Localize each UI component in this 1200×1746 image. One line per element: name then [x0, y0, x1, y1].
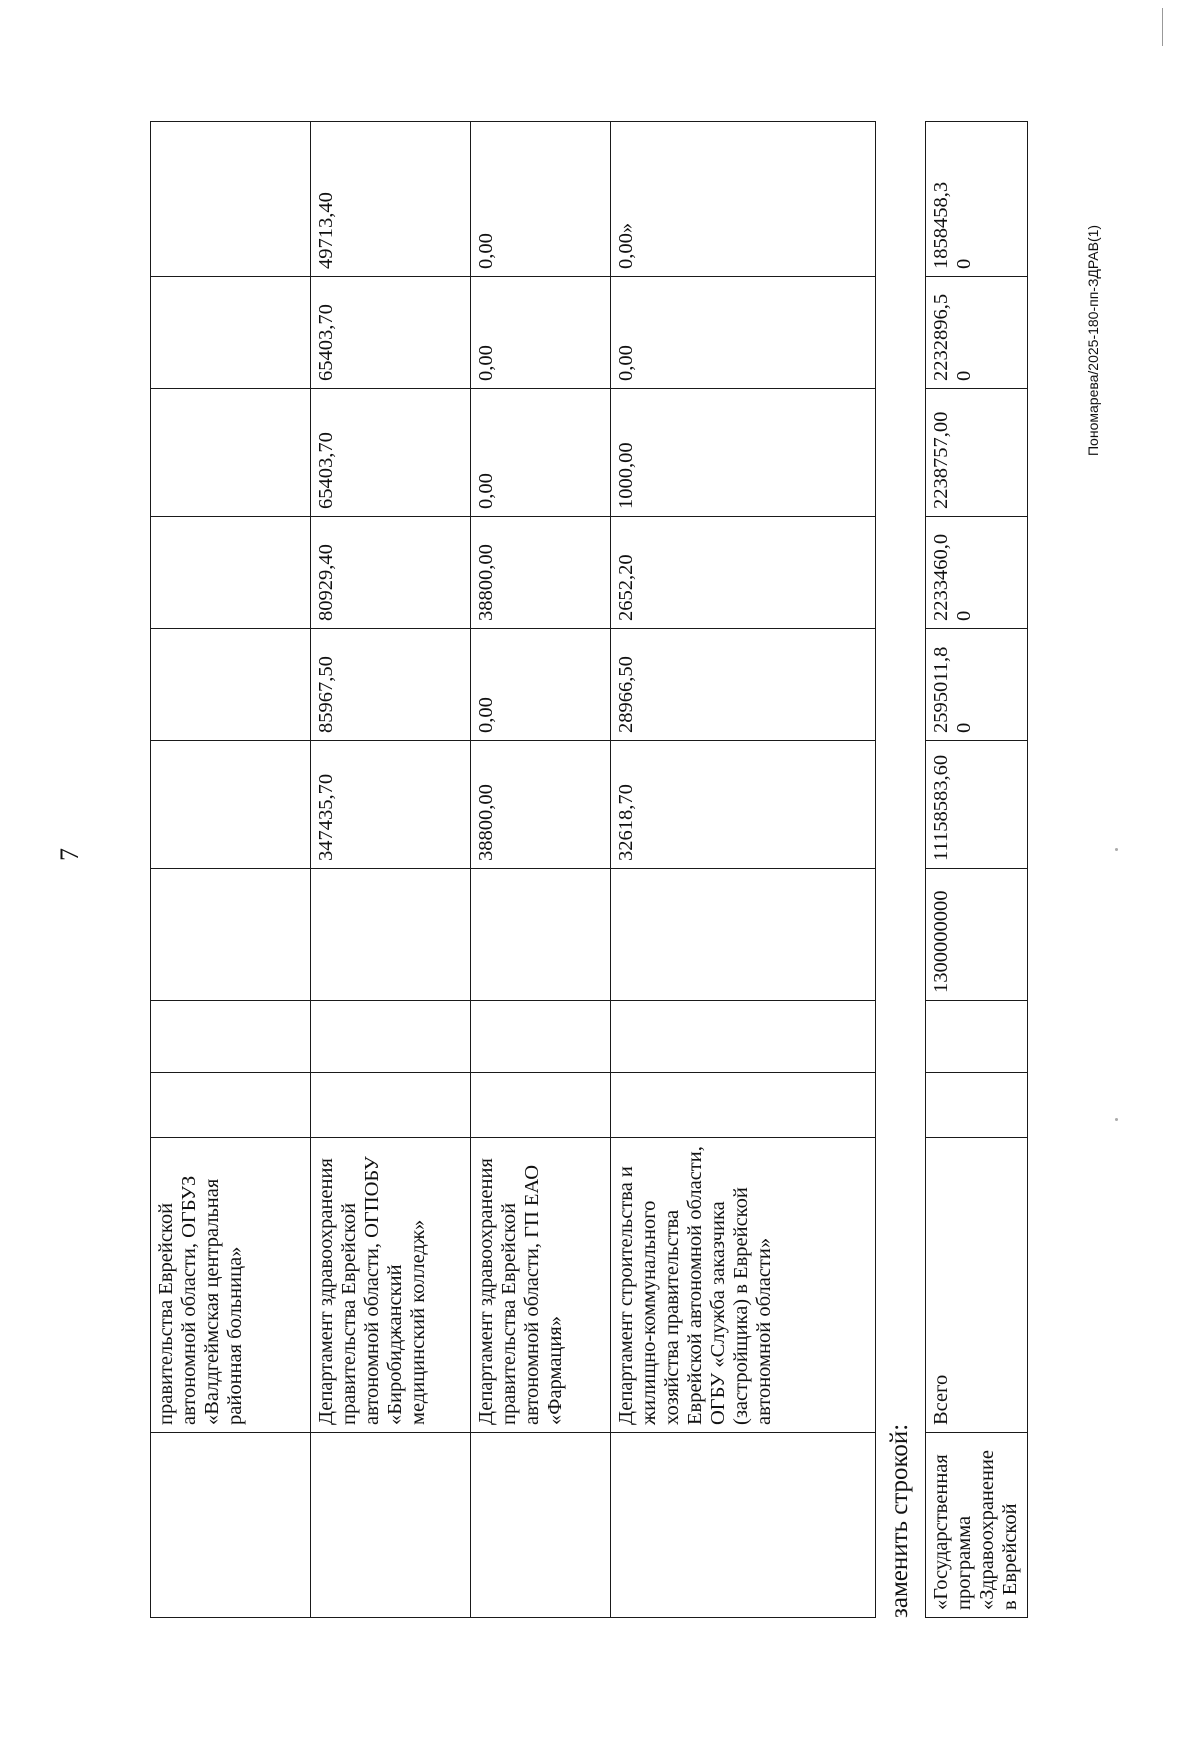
executor-cell: Департамент строительства и жилищно-коммунального хозяйства правительства Еврейской автономной области, ОГБУ «Служба заказчика (застройщика) в Еврейской автономной области» — [611, 1138, 876, 1433]
table-cell: 0,00 — [611, 277, 876, 389]
table-cell — [611, 869, 876, 1001]
table-cell — [471, 1001, 611, 1073]
table-cell — [471, 1073, 611, 1138]
table-cell: 28966,50 — [611, 629, 876, 741]
document-footer: Пономарева/2025-180-пп-ЗДРАВ(1) — [1085, 224, 1101, 456]
table-cell: 0,00 — [471, 389, 611, 517]
table-cell — [311, 1001, 471, 1073]
table-row — [311, 122, 471, 1618]
table-cell — [151, 869, 311, 1001]
replace-caption: заменить строкой: — [886, 1423, 913, 1618]
table-cell: 0,00 — [471, 629, 611, 741]
replacement-table — [925, 121, 1028, 1618]
table-cell — [311, 1073, 471, 1138]
table-cell: 65403,70 — [311, 389, 471, 517]
table-cell: 0,00 — [471, 122, 611, 277]
table-cell — [151, 122, 311, 277]
program-cell — [311, 1433, 471, 1618]
scan-dot — [1115, 1118, 1118, 1121]
table-cell — [926, 1073, 1028, 1138]
table-cell — [151, 629, 311, 741]
table-cell: 38800,00 — [471, 517, 611, 629]
executor-cell: Департамент здравоохранения правительства Еврейской автономной области, ГП ЕАО «Фармация» — [471, 1138, 611, 1433]
table-cell: 2652,20 — [611, 517, 876, 629]
program-table — [150, 121, 876, 1618]
table-cell: 1300000000 — [926, 869, 1028, 1001]
table-cell: 0,00 — [471, 277, 611, 389]
executor-cell: Всего — [926, 1138, 1028, 1433]
table-cell: 80929,40 — [311, 517, 471, 629]
table-row — [611, 122, 876, 1618]
program-cell — [471, 1433, 611, 1618]
table-cell — [471, 869, 611, 1001]
table-cell — [151, 741, 311, 869]
table-row — [471, 122, 611, 1618]
table-cell — [611, 1001, 876, 1073]
edge-mark — [1162, 8, 1163, 46]
table-cell: 2233460,0 0 — [926, 517, 1028, 629]
table-cell — [311, 869, 471, 1001]
executor-cell: Департамент здравоохранения правительства Еврейской автономной области, ОГПОБУ «Биробиджанский медицинский колледж» — [311, 1138, 471, 1433]
executor-cell: правительства Еврейской автономной области, ОГБУЗ «Валдгеймская центральная районная больница» — [151, 1138, 311, 1433]
program-cell — [611, 1433, 876, 1618]
table-cell: 49713,40 — [311, 122, 471, 277]
table-cell: 2232896,5 0 — [926, 277, 1028, 389]
table-cell — [611, 1073, 876, 1138]
table-cell: 38800,00 — [471, 741, 611, 869]
table-cell — [151, 277, 311, 389]
table-cell: 1000,00 — [611, 389, 876, 517]
table-cell — [151, 389, 311, 517]
table-cell: 2595011,8 0 — [926, 629, 1028, 741]
page-number: 7 — [55, 848, 84, 861]
table-cell — [151, 517, 311, 629]
scan-dot — [1115, 848, 1118, 851]
table-cell: 65403,70 — [311, 277, 471, 389]
table-cell: 2238757,00 — [926, 389, 1028, 517]
table-row — [151, 122, 311, 1618]
table-row — [926, 122, 1028, 1618]
table-cell: 0,00» — [611, 122, 876, 277]
table-cell — [151, 1073, 311, 1138]
table-cell: 1858458,3 0 — [926, 122, 1028, 277]
table-cell — [151, 1001, 311, 1073]
program-cell: «Государственная программа «Здравоохранение в Еврейской — [926, 1433, 1028, 1618]
table-cell: 347435,70 — [311, 741, 471, 869]
table-cell: 11158583,60 — [926, 741, 1028, 869]
table-cell: 85967,50 — [311, 629, 471, 741]
table-cell: 32618,70 — [611, 741, 876, 869]
table-cell — [926, 1001, 1028, 1073]
program-cell — [151, 1433, 311, 1618]
